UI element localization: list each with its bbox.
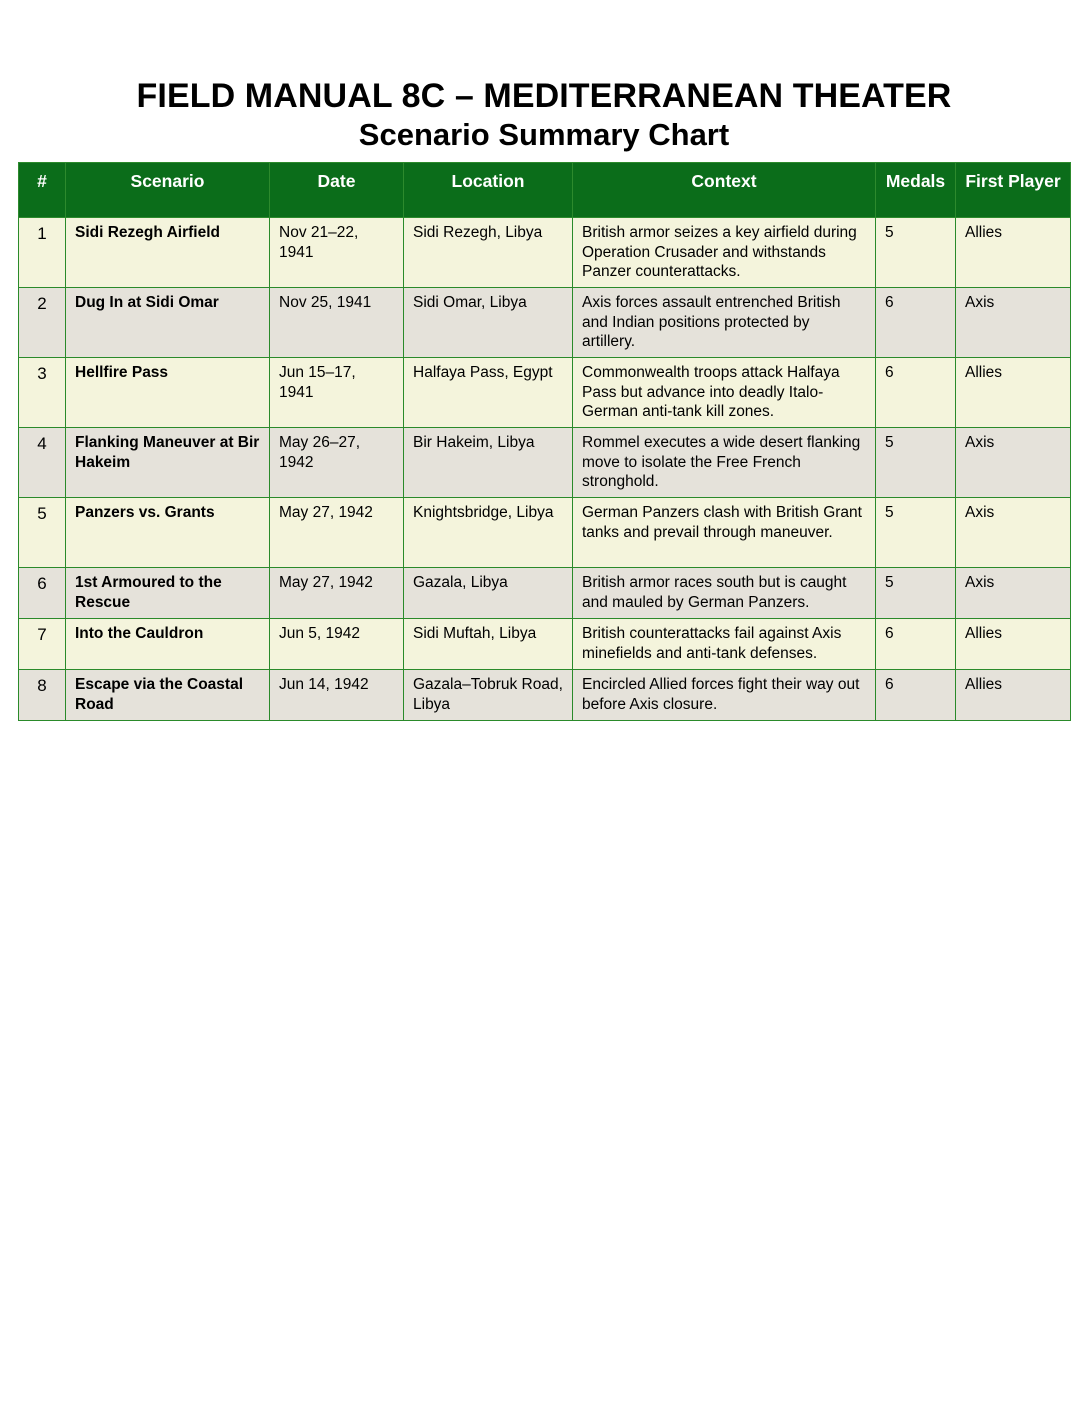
table-row — [19, 218, 1071, 288]
cell-context: Rommel executes a wide desert flanking move to isolate the Free French stronghold. — [573, 428, 876, 498]
cell-medals: 5 — [876, 428, 956, 498]
cell-first-player: Axis — [956, 428, 1071, 498]
cell-context: British armor seizes a key airfield during Operation Crusader and withstands Panzer counterattacks. — [573, 218, 876, 288]
table-header-row — [19, 163, 1071, 218]
cell-date: Jun 5, 1942 — [270, 619, 404, 670]
column-header-number: # — [19, 163, 66, 218]
cell-scenario: Sidi Rezegh Airfield — [66, 218, 270, 288]
cell-date: May 27, 1942 — [270, 568, 404, 619]
cell-first-player: Allies — [956, 218, 1071, 288]
cell-location: Sidi Rezegh, Libya — [404, 218, 573, 288]
cell-location: Gazala–Tobruk Road, Libya — [404, 670, 573, 721]
cell-medals: 5 — [876, 218, 956, 288]
cell-scenario: Panzers vs. Grants — [66, 498, 270, 568]
cell-first-player: Allies — [956, 670, 1071, 721]
cell-number: 2 — [19, 288, 66, 358]
cell-number: 7 — [19, 619, 66, 670]
title-block — [0, 76, 1088, 154]
cell-location: Knightsbridge, Libya — [404, 498, 573, 568]
cell-number: 4 — [19, 428, 66, 498]
cell-scenario: Dug In at Sidi Omar — [66, 288, 270, 358]
cell-number: 8 — [19, 670, 66, 721]
table-row — [19, 288, 1071, 358]
column-header-location: Location — [404, 163, 573, 218]
cell-medals: 6 — [876, 670, 956, 721]
cell-context: Encircled Allied forces fight their way out before Axis closure. — [573, 670, 876, 721]
cell-location: Halfaya Pass, Egypt — [404, 358, 573, 428]
column-header-scenario: Scenario — [66, 163, 270, 218]
cell-first-player: Axis — [956, 568, 1071, 619]
table-row — [19, 670, 1071, 721]
cell-number: 3 — [19, 358, 66, 428]
column-header-context: Context — [573, 163, 876, 218]
column-header-date: Date — [270, 163, 404, 218]
document-title: FIELD MANUAL 8C – MEDITERRANEAN THEATER — [136, 77, 952, 115]
cell-medals: 6 — [876, 619, 956, 670]
cell-number: 1 — [19, 218, 66, 288]
table-row — [19, 619, 1071, 670]
cell-date: Jun 14, 1942 — [270, 670, 404, 721]
cell-first-player: Axis — [956, 498, 1071, 568]
cell-number: 5 — [19, 498, 66, 568]
cell-number: 6 — [19, 568, 66, 619]
table-row — [19, 358, 1071, 428]
cell-first-player: Axis — [956, 288, 1071, 358]
table-row — [19, 568, 1071, 619]
cell-location: Gazala, Libya — [404, 568, 573, 619]
cell-first-player: Allies — [956, 619, 1071, 670]
cell-context: Axis forces assault entrenched British and Indian positions protected by artillery. — [573, 288, 876, 358]
cell-context: German Panzers clash with British Grant tanks and prevail through maneuver. — [573, 498, 876, 568]
cell-scenario: Into the Cauldron — [66, 619, 270, 670]
cell-context: British counterattacks fail against Axis minefields and anti-tank defenses. — [573, 619, 876, 670]
cell-location: Sidi Muftah, Libya — [404, 619, 573, 670]
cell-medals: 6 — [876, 358, 956, 428]
cell-first-player: Allies — [956, 358, 1071, 428]
cell-medals: 5 — [876, 498, 956, 568]
cell-date: May 27, 1942 — [270, 498, 404, 568]
cell-scenario: Flanking Maneuver at Bir Hakeim — [66, 428, 270, 498]
cell-date: May 26–27, 1942 — [270, 428, 404, 498]
cell-location: Sidi Omar, Libya — [404, 288, 573, 358]
cell-date: Nov 21–22, 1941 — [270, 218, 404, 288]
cell-date: Nov 25, 1941 — [270, 288, 404, 358]
table-row — [19, 498, 1071, 568]
column-header-medals: Medals — [876, 163, 956, 218]
cell-location: Bir Hakeim, Libya — [404, 428, 573, 498]
cell-context: Commonwealth troops attack Halfaya Pass but advance into deadly Italo-German anti-tank kill zones. — [573, 358, 876, 428]
cell-context: British armor races south but is caught and mauled by German Panzers. — [573, 568, 876, 619]
cell-medals: 6 — [876, 288, 956, 358]
scenario-summary-table — [18, 162, 1071, 721]
cell-scenario: 1st Armoured to the Rescue — [66, 568, 270, 619]
table-row — [19, 428, 1071, 498]
cell-scenario: Escape via the Coastal Road — [66, 670, 270, 721]
cell-scenario: Hellfire Pass — [66, 358, 270, 428]
column-header-first-player: First Player — [956, 163, 1071, 218]
document-subtitle: Scenario Summary Chart — [358, 117, 730, 152]
cell-medals: 5 — [876, 568, 956, 619]
cell-date: Jun 15–17, 1941 — [270, 358, 404, 428]
